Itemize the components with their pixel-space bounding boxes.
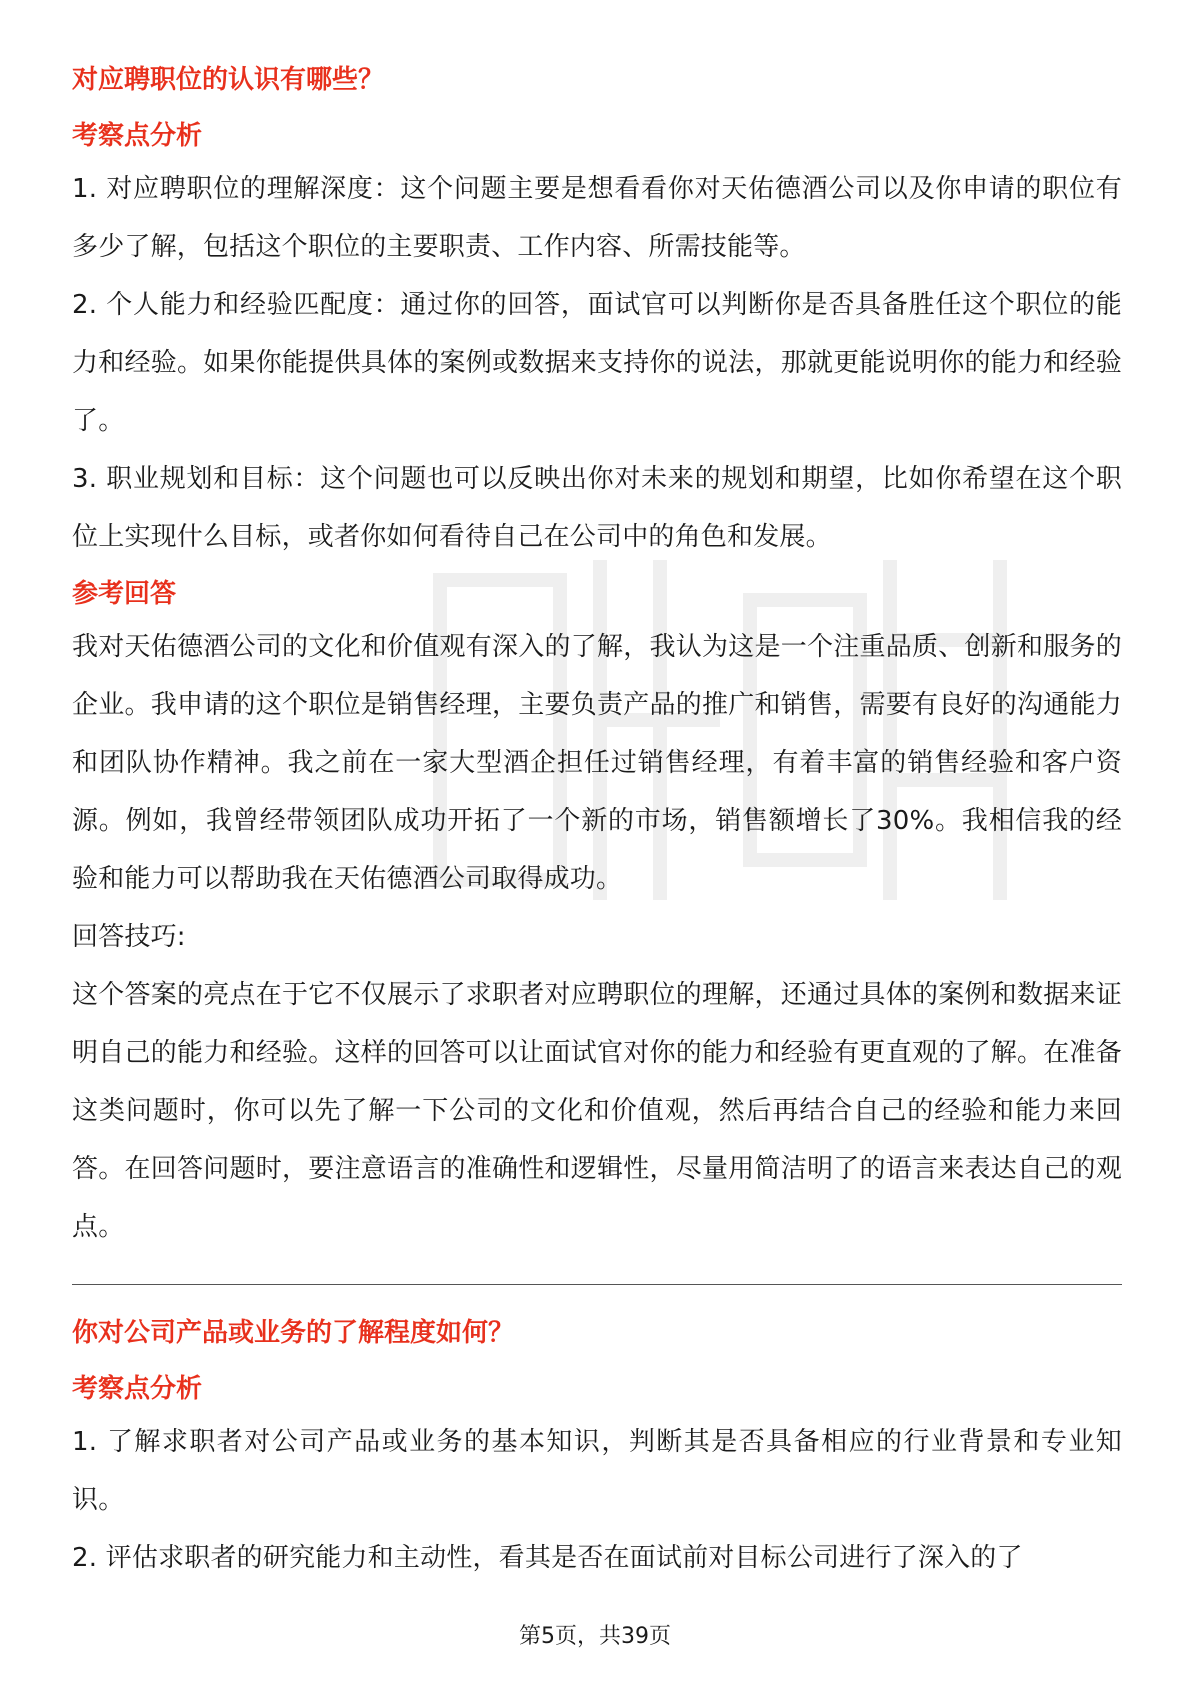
question-title: 对应聘职位的认识有哪些？ xyxy=(72,65,385,95)
page-number: 第5页，共39页 xyxy=(519,1624,671,1649)
section-product-knowledge xyxy=(72,1311,1122,1587)
answer-heading: 参考回答 xyxy=(72,579,177,609)
answer-text: 我对天佑德酒公司的文化和价值观有深入的了解，我认为这是一个注重品质、创新和服务的企业。我申请的这个职位是销售经理，主要负责产品的推广和销售，需要有良好的沟通能力和团队协作精神。我之前在一家大型酒企担任过销售经理，有着丰富的销售经验和客户资源。例如，我曾经带领团队成功开拓了一个新的市场，销售额增长了30%。我相信我的经验和能力可以帮助我在天佑德酒公司取得成功。 xyxy=(72,632,1122,894)
tips-text: 这个答案的亮点在于它不仅展示了求职者对应聘职位的理解，还通过具体的案例和数据来证明自己的能力和经验。这样的回答可以让面试官对你的能力和经验有更直观的了解。在准备这类问题时，你可以先了解一下公司的文化和价值观，然后再结合自己的经验和能力来回答。在回答问题时，要注意语言的准确性和逻辑性，尽量用简洁明了的语言来表达自己的观点。 xyxy=(72,980,1122,1242)
question-title: 你对公司产品或业务的了解程度如何？ xyxy=(72,1318,515,1348)
analysis-item: 1. 对应聘职位的理解深度：这个问题主要是想看看你对天佑德酒公司以及你申请的职位有多少了解，包括这个职位的主要职责、工作内容、所需技能等。 xyxy=(72,174,1122,262)
section-divider xyxy=(72,1284,1122,1285)
analysis-item: 2. 评估求职者的研究能力和主动性，看其是否在面试前对目标公司进行了深入的了 xyxy=(72,1543,1023,1573)
tips-label: 回答技巧: xyxy=(72,922,186,952)
analysis-item: 3. 职业规划和目标：这个问题也可以反映出你对未来的规划和期望，比如你希望在这个职位上实现什么目标，或者你如何看待自己在公司中的角色和发展。 xyxy=(72,464,1122,552)
analysis-item: 1. 了解求职者对公司产品或业务的基本知识，判断其是否具备相应的行业背景和专业知识。 xyxy=(72,1427,1122,1515)
analysis-heading: 考察点分析 xyxy=(72,121,203,151)
analysis-heading: 考察点分析 xyxy=(72,1374,203,1404)
section-position-understanding xyxy=(72,58,1122,1256)
analysis-item: 2. 个人能力和经验匹配度：通过你的回答，面试官可以判断你是否具备胜任这个职位的能力和经验。如果你能提供具体的案例或数据来支持你的说法，那就更能说明你的能力和经验了。 xyxy=(72,290,1122,436)
page-content xyxy=(72,58,1122,1587)
